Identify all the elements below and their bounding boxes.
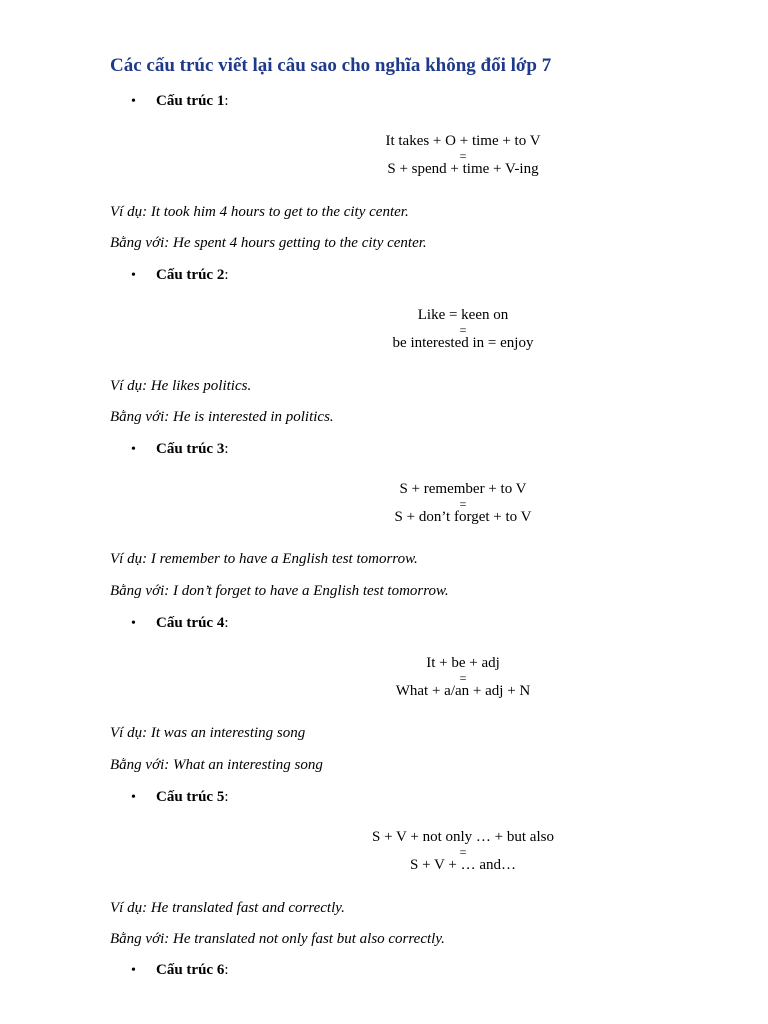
equivalent-sentence-2: Bằng với: He is interested in politics. xyxy=(110,409,334,425)
section-heading-3 xyxy=(131,441,229,458)
formula-bottom: be interested in = enjoy xyxy=(392,335,534,351)
section-heading-2 xyxy=(131,267,229,284)
formula-equals: = xyxy=(459,845,467,859)
formula-top: S + remember + to V xyxy=(399,481,527,497)
section-heading-6 xyxy=(131,962,229,979)
example-sentence-5: Ví dụ: He translated fast and correctly. xyxy=(110,900,345,916)
section-colon: : xyxy=(224,441,229,457)
formula-bottom: S + V + … and… xyxy=(410,857,516,873)
formula-equals: = xyxy=(459,149,467,163)
formula-bottom: S + spend + time + V-ing xyxy=(387,161,539,177)
formula-block-1 xyxy=(300,134,626,177)
example-sentence-4: Ví dụ: It was an interesting song xyxy=(110,725,306,741)
section-heading-1 xyxy=(131,93,229,110)
bullet-icon: • xyxy=(131,790,136,805)
bullet-icon: • xyxy=(131,442,136,457)
section-colon: : xyxy=(224,789,229,805)
section-label: Cấu trúc 1 xyxy=(156,93,225,109)
formula-equals: = xyxy=(459,671,467,685)
example-sentence-2: Ví dụ: He likes politics. xyxy=(110,378,252,394)
section-label: Cấu trúc 2 xyxy=(156,267,225,283)
formula-block-2 xyxy=(300,308,626,351)
formula-bottom: S + don’t forget + to V xyxy=(394,509,532,525)
section-colon: : xyxy=(224,615,229,631)
section-heading-4 xyxy=(131,615,229,632)
formula-block-4 xyxy=(300,656,626,699)
section-label: Cấu trúc 3 xyxy=(156,441,225,457)
section-label: Cấu trúc 6 xyxy=(156,962,225,978)
example-sentence-1: Ví dụ: It took him 4 hours to get to the city center. xyxy=(110,204,409,220)
formula-top: Like = keen on xyxy=(417,307,509,323)
bullet-icon: • xyxy=(131,963,136,978)
bullet-icon: • xyxy=(131,616,136,631)
formula-top: It + be + adj xyxy=(426,655,500,671)
equivalent-sentence-4: Bằng với: What an interesting song xyxy=(110,757,323,773)
formula-block-3 xyxy=(300,482,626,525)
formula-equals: = xyxy=(459,323,467,337)
formula-top: S + V + not only … + but also xyxy=(372,829,554,845)
equivalent-sentence-3: Bằng với: I don’t forget to have a English test tomorrow. xyxy=(110,583,449,599)
formula-bottom: What + a/an + adj + N xyxy=(395,683,531,699)
formula-equals: = xyxy=(459,497,467,511)
section-label: Cấu trúc 5 xyxy=(156,789,225,805)
section-colon: : xyxy=(224,93,229,109)
formula-top: It takes + O + time + to V xyxy=(385,133,541,149)
equivalent-sentence-5: Bằng với: He translated not only fast but also correctly. xyxy=(110,931,445,947)
bullet-icon: • xyxy=(131,268,136,283)
example-sentence-3: Ví dụ: I remember to have a English test tomorrow. xyxy=(110,551,418,567)
section-colon: : xyxy=(224,267,229,283)
section-colon: : xyxy=(224,962,229,978)
bullet-icon: • xyxy=(131,94,136,109)
section-heading-5 xyxy=(131,789,229,806)
page-title: Các cấu trúc viết lại câu sao cho nghĩa không đổi lớp 7 xyxy=(110,55,552,76)
section-label: Cấu trúc 4 xyxy=(156,615,225,631)
formula-block-5 xyxy=(300,830,626,873)
equivalent-sentence-1: Bằng với: He spent 4 hours getting to the city center. xyxy=(110,235,427,251)
